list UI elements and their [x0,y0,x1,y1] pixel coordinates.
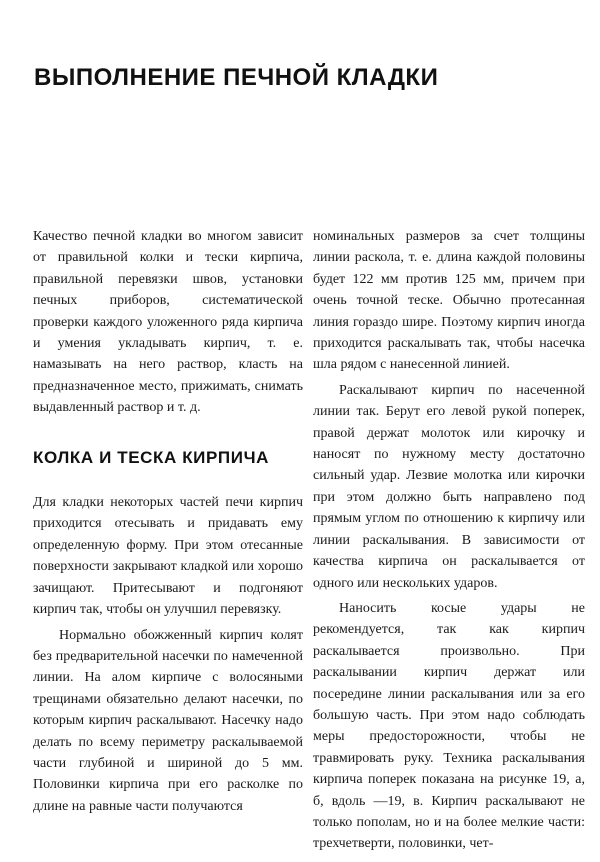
page-title: ВЫПОЛНЕНИЕ ПЕЧНОЙ КЛАДКИ [34,64,439,91]
body-paragraph: Раскалывают кирпич по насеченной линии так. Берут его левой рукой поперек, правой держат молоток или кирочку и наносят по нужному месту достаточно сильный удар. Лезвие молотка или кирочки при этом должно быть направлено под прямым углом по отношению к кирпичу или линии раскалывания. В зависимости от качества кирпича он раскалывается от одного или нескольких ударов. [313,382,585,591]
right-column [313,226,585,855]
body-paragraph: номинальных размеров за счет толщины линии раскола, т. е. длина каждой половины будет 122 мм против 125 мм, причем при очень точной теске. Обычно протесанная линия гораздо шире. Поэтому кирпич иногда приходится раскалывать так, чтобы насечка шла рядом с нанесенной линией. [313,229,585,373]
body-paragraph: Наносить косые удары не рекомендуется, так как кирпич раскалывается произвольно. При раскалывании кирпич держат или посередине линии раскалывания или за его большую часть. При этом надо соблюдать меры предосторожности, чтобы не травмировать руку. Техника раскалывания кирпича поперек показана на рисунке 19, а, б, вдоль —19, в. Кирпич раскалывают не только пополам, но и на более мелкие части: трехчетверти, половинки, чет- [313,600,585,852]
intro-paragraph: Качество печной кладки во многом зависит от правильной колки и тески кирпича, правильной перевязки швов, установки печных приборов, систематической проверки каждого уложенного ряда кирпича и умения укладывать кирпич, т. е. намазывать на него раствор, класть на предназначенное место, прижимать, снимать выдавленный раствор и т. д. [33,229,303,416]
body-paragraph: Нормально обожженный кирпич колят без предварительной насечки по намеченной линии. На алом кирпиче с волосяными трещинами обязательно делают насечки, по которым кирпич раскалывают. Насечку надо делать по всему периметру раскалываемой части глубиной и шириной до 5 мм. Половинки кирпича при его расколке по длине на равные части получаются [33,627,303,814]
section-heading: КОЛКА И ТЕСКА КИРПИЧА [33,447,269,467]
left-column [33,226,303,817]
body-paragraph: Для кладки некоторых частей печи кирпич приходится отесывать и придавать ему определенную форму. При этом отесанные поверхности закрывают кладкой или хорошо зачищают. Притесывают и подгоняют кирпич так, чтобы он улучшил перевязку. [33,495,303,618]
